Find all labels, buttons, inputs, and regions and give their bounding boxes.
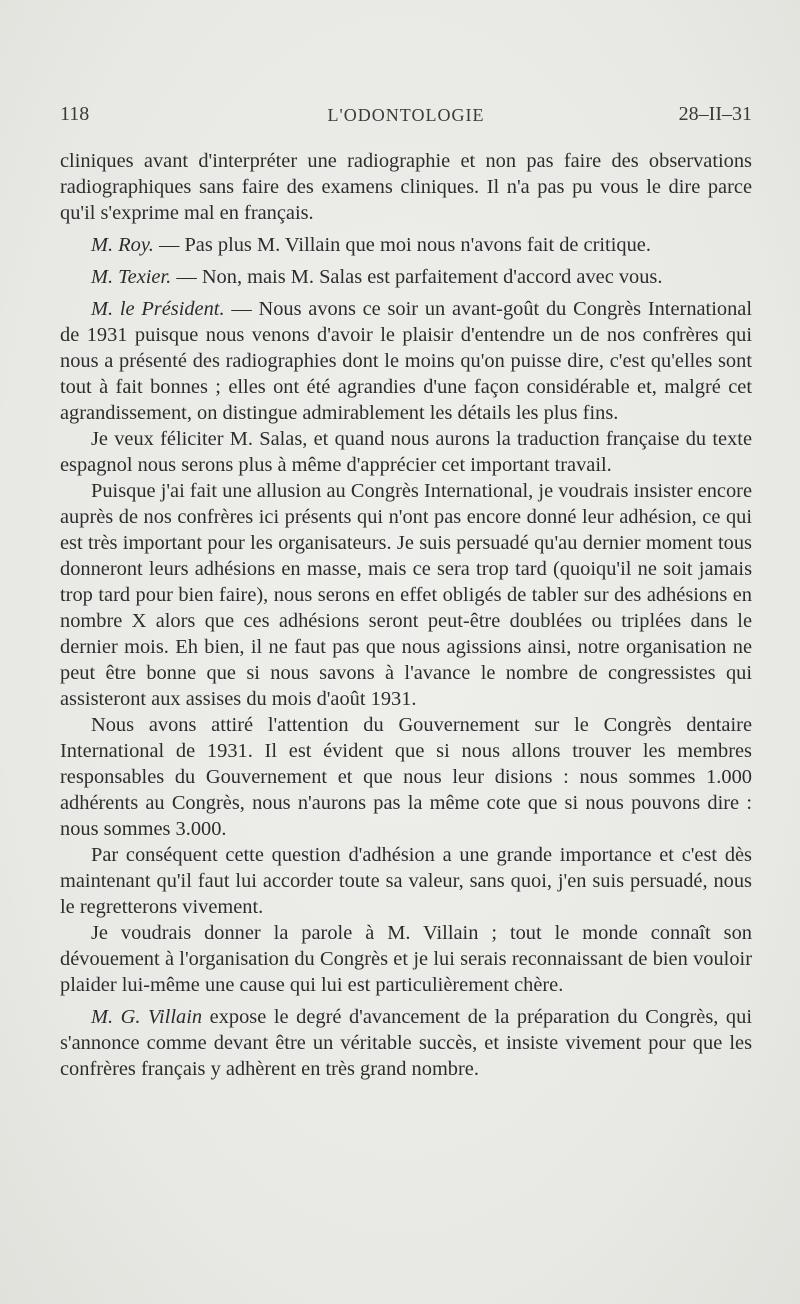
paragraph-text: — Pas plus M. Villain que moi nous n'avons fait de critique. bbox=[153, 234, 651, 256]
paragraph-text: Je veux féliciter M. Salas, et quand nous aurons la traduction française du texte espagnol nous serons plus à même d'apprécier cet important travail. bbox=[60, 428, 752, 476]
paragraph-text: Je voudrais donner la parole à M. Villain ; tout le monde connaît son dévouement à l'organisation du Congrès et je lui serais reconnaissant de bien vouloir plaider lui-même une cause qui lui est particulièrement chère. bbox=[60, 922, 752, 996]
paragraph-text: Nous avons attiré l'attention du Gouvernement sur le Congrès dentaire International de 1931. Il est évident que si nous allons trouver les membres responsables du Gouvernement et que nous leur disions : nous sommes 1.000 adhérents au Congrès, nous n'aurons pas la même cote que si nous pouvons dire : nous sommes 3.000. bbox=[60, 714, 752, 840]
paragraph-text: — Nous avons ce soir un avant-goût du Congrès International de 1931 puisque nous venons d'avoir le plaisir d'entendre un de nos confrères qui nous a présenté des radiographies dont le moins qu'on puisse dire, c'est qu'elles sont tout à fait bonnes ; elles ont été agrandies d'une façon considérable et, malgré cet agrandissement, on distingue admirablement les détails les plus fins. bbox=[60, 298, 752, 424]
paragraph-text: expose le degré d'avancement de la préparation du Congrès, qui s'annonce comme devant être un véritable succès, et insiste vivement pour que les confrères français y adhèrent en très grand nombre. bbox=[60, 1006, 752, 1080]
speaker-name: M. Texier. bbox=[91, 266, 172, 288]
speaker-name: M. G. Villain bbox=[91, 1006, 203, 1028]
paragraph-text: Par conséquent cette question d'adhésion a une grande importance et c'est dès maintenant qu'il faut lui accorder toute sa valeur, sans quoi, j'en suis persuadé, nous le regretterons vivement. bbox=[60, 844, 752, 918]
paragraph bbox=[60, 296, 752, 426]
body-text bbox=[60, 148, 752, 1082]
running-header bbox=[60, 103, 752, 133]
paragraph bbox=[60, 478, 752, 712]
paragraph bbox=[60, 712, 752, 842]
paragraph-text: Puisque j'ai fait une allusion au Congrès International, je voudrais insister encore auprès de nos confrères ici présents qui n'ont pas encore donné leur adhésion, ce qui est très important pour les organisateurs. Je suis persuadé qu'au dernier moment tous donneront leurs adhésions en masse, mais ce sera trop tard (quoiqu'il ne soit jamais trop tard pour bien faire), nous serons en effet obligés de tabler sur des adhésions en nombre X alors que ces adhésions seront peut-être doublées ou triplées dans le dernier mois. Eh bien, il ne faut pas que nous agissions ainsi, notre organisation ne peut être bonne que si nous savons à l'avance le nombre de congressistes qui assisteront aux assises du mois d'août 1931. bbox=[60, 480, 752, 710]
paragraph-text: — Non, mais M. Salas est parfaitement d'accord avec vous. bbox=[171, 266, 663, 288]
paragraph bbox=[60, 1004, 752, 1082]
speaker-name: M. Roy. bbox=[91, 234, 154, 256]
paragraph bbox=[60, 148, 752, 226]
paragraph bbox=[60, 264, 752, 290]
journal-title: L'ODONTOLOGIE bbox=[327, 105, 485, 125]
speaker-name: M. le Président. bbox=[91, 298, 225, 320]
issue-date: 28–II–31 bbox=[678, 103, 752, 125]
paragraph bbox=[60, 920, 752, 998]
paragraph-text: cliniques avant d'interpréter une radiographie et non pas faire des observations radiographiques sans faire des examens cliniques. Il n'a pas pu vous le dire parce qu'il s'exprime mal en français. bbox=[60, 150, 752, 224]
paragraph bbox=[60, 842, 752, 920]
page-number: 118 bbox=[60, 103, 90, 125]
paragraph bbox=[60, 232, 752, 258]
paragraph bbox=[60, 426, 752, 478]
